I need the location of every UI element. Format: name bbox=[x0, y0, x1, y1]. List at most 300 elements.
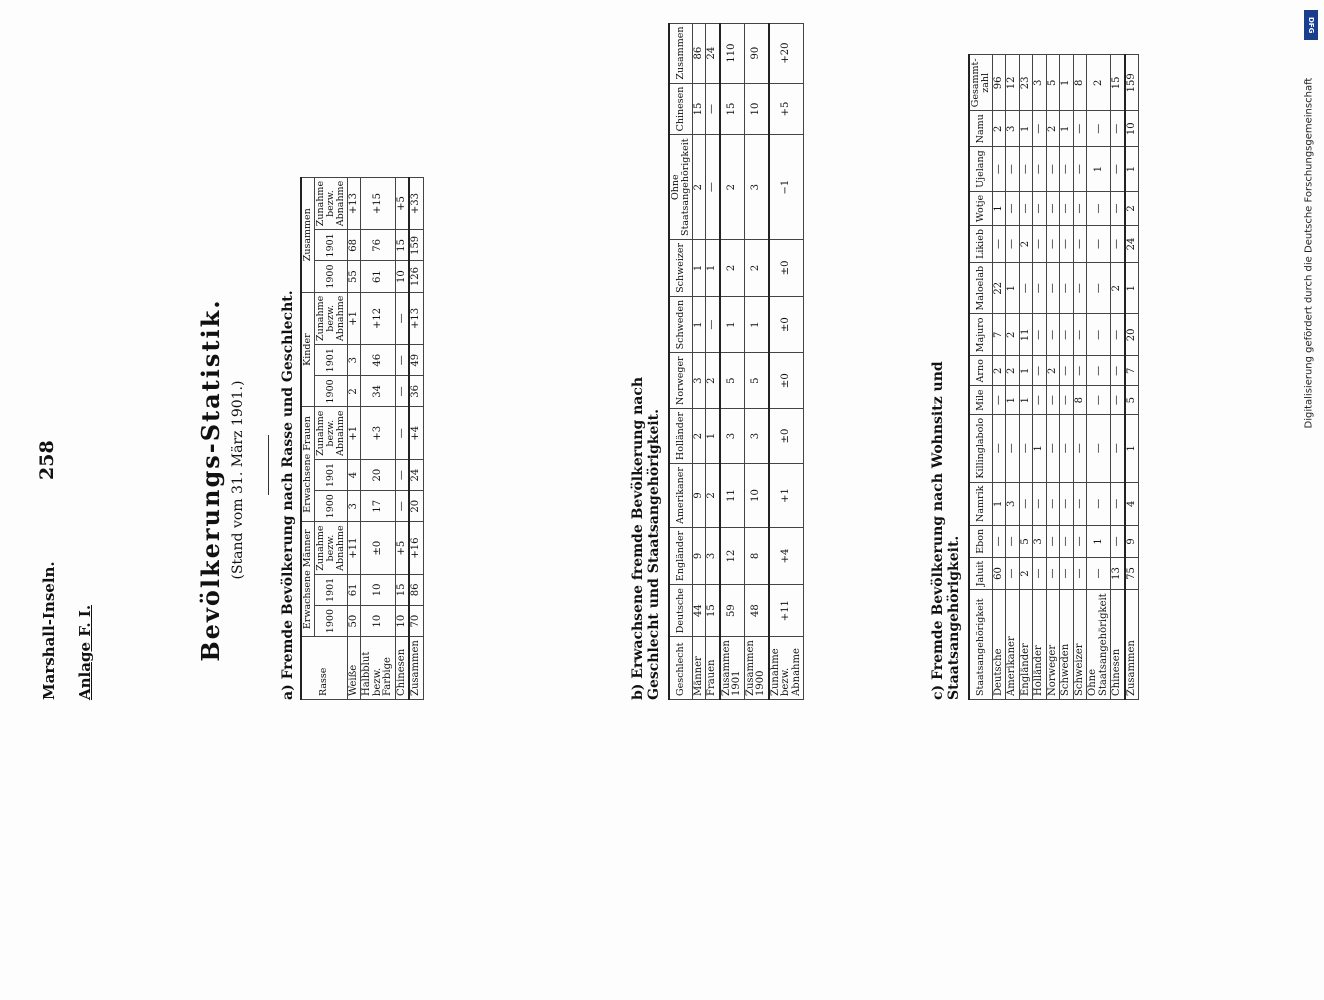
table-cell: — bbox=[395, 345, 409, 376]
table-cell: 44 bbox=[692, 585, 706, 637]
table-cell: 7 bbox=[1125, 356, 1139, 386]
table-cell: −1 bbox=[769, 135, 804, 240]
table-cell: — bbox=[1087, 262, 1111, 314]
table-cell: +11 bbox=[347, 522, 361, 574]
table-cell: 24 bbox=[1125, 226, 1139, 263]
column-header: Amerikaner bbox=[669, 464, 692, 528]
table-row bbox=[692, 23, 706, 699]
table-cell: — bbox=[1073, 557, 1087, 590]
table-cell: 1 bbox=[706, 239, 720, 296]
column-group-header: Kinder bbox=[301, 292, 314, 407]
table-cell: 24 bbox=[706, 23, 720, 83]
table-cell: — bbox=[1060, 226, 1074, 263]
table-cell: — bbox=[1087, 386, 1111, 414]
table-cell: 15 bbox=[706, 585, 720, 637]
table-cell: — bbox=[1111, 111, 1125, 147]
table-row bbox=[1019, 55, 1033, 700]
table-cell: 23 bbox=[1019, 55, 1033, 111]
table-cell: 2 bbox=[706, 464, 720, 528]
row-label: Zunahme bezw. Abnahme bbox=[769, 637, 804, 700]
row-label: Norweger bbox=[1046, 590, 1060, 700]
table-cell: 5 bbox=[1125, 386, 1139, 414]
table-cell: — bbox=[1111, 356, 1125, 386]
column-subheader: 1901 bbox=[314, 574, 347, 605]
table-cell: 15 bbox=[395, 574, 409, 605]
table-cell: 15 bbox=[395, 230, 409, 261]
table-cell: — bbox=[1046, 191, 1060, 225]
column-subheader: Zunahme bezw. Abnahme bbox=[314, 407, 347, 459]
table-cell: 159 bbox=[1125, 55, 1139, 111]
table-cell: 17 bbox=[361, 491, 396, 522]
table-cell: 3 bbox=[706, 527, 720, 584]
table-cell: 10 bbox=[395, 606, 409, 637]
table-cell: 1 bbox=[1033, 414, 1047, 482]
table-cell: 1 bbox=[992, 482, 1006, 525]
table-cell: +1 bbox=[347, 407, 361, 459]
table-cell: — bbox=[1019, 414, 1033, 482]
table-cell: 8 bbox=[744, 527, 769, 584]
row-label: Zusammen bbox=[1125, 590, 1139, 700]
table-cell: — bbox=[395, 376, 409, 407]
table-cell: 2 bbox=[1111, 262, 1125, 314]
table-cell: +3 bbox=[361, 407, 396, 459]
table-cell: 126 bbox=[409, 261, 423, 292]
table-cell: 75 bbox=[1125, 557, 1139, 590]
table-cell: — bbox=[1073, 356, 1087, 386]
table-cell: — bbox=[1019, 191, 1033, 225]
table-cell: +15 bbox=[361, 177, 396, 229]
table-cell: 3 bbox=[720, 408, 745, 463]
table-cell: 159 bbox=[409, 230, 423, 261]
table-cell: 2 bbox=[1019, 226, 1033, 263]
column-header: Mile bbox=[969, 386, 992, 414]
table-cell: 2 bbox=[1006, 356, 1020, 386]
column-header-staatsangehoerigkeit: Staatsangehörigkeit bbox=[969, 590, 992, 700]
table-cell: +20 bbox=[769, 23, 804, 83]
table-cell: — bbox=[1073, 111, 1087, 147]
section-b-title: b) Erwachsene fremde Bevölkerung nach Geschlecht und Staatsangehörigkeit. bbox=[630, 376, 662, 700]
column-header: Wotje bbox=[969, 191, 992, 225]
table-cell: 2 bbox=[1046, 111, 1060, 147]
table-cell: 20 bbox=[409, 491, 423, 522]
table-cell: — bbox=[1087, 414, 1111, 482]
table-cell: 9 bbox=[692, 464, 706, 528]
table-cell: 10 bbox=[744, 464, 769, 528]
column-header: Zusammen bbox=[669, 23, 692, 83]
table-cell: — bbox=[1073, 191, 1087, 225]
table-cell: — bbox=[1019, 262, 1033, 314]
table-cell: +4 bbox=[409, 407, 423, 459]
table-cell: 3 bbox=[744, 135, 769, 240]
table-cell: — bbox=[1073, 525, 1087, 557]
table-row bbox=[1087, 55, 1111, 700]
table-cell: 5 bbox=[720, 353, 745, 409]
table-cell: — bbox=[1006, 226, 1020, 263]
column-header: Maloelab bbox=[969, 262, 992, 314]
table-cell: — bbox=[1033, 226, 1047, 263]
table-cell: 55 bbox=[347, 261, 361, 292]
table-cell: — bbox=[1033, 147, 1047, 191]
table-cell: 12 bbox=[720, 527, 745, 584]
column-subheader: 1901 bbox=[314, 459, 347, 490]
table-cell: — bbox=[1060, 356, 1074, 386]
row-label: Zusammen 1901 bbox=[720, 637, 745, 700]
table-cell: — bbox=[992, 386, 1006, 414]
table-cell: 2 bbox=[1019, 557, 1033, 590]
table-cell: 1 bbox=[1019, 356, 1033, 386]
table-cell: ±0 bbox=[769, 353, 804, 409]
column-header: Ohne Staatsangehörigkeit bbox=[669, 135, 692, 240]
table-cell: 48 bbox=[744, 585, 769, 637]
table-cell: — bbox=[706, 296, 720, 353]
row-label: Zusammen 1900 bbox=[744, 637, 769, 700]
table-cell: 9 bbox=[692, 527, 706, 584]
column-subheader: 1901 bbox=[314, 345, 347, 376]
column-header: Schweden bbox=[669, 296, 692, 353]
row-label: Halbblut bezw. Farbige bbox=[361, 637, 396, 700]
column-header: Chinesen bbox=[669, 83, 692, 135]
table-cell: 3 bbox=[347, 491, 361, 522]
table-cell: 2 bbox=[720, 239, 745, 296]
column-header: Jaluit bbox=[969, 557, 992, 590]
table-row bbox=[1033, 55, 1047, 700]
table-cell: — bbox=[1060, 482, 1074, 525]
column-header-geschlecht: Geschlecht bbox=[669, 637, 692, 700]
table-row bbox=[1046, 55, 1060, 700]
row-label: Chinesen bbox=[395, 637, 409, 700]
table-race-sex bbox=[300, 177, 424, 700]
table-cell: 2 bbox=[692, 135, 706, 240]
table-cell: 1 bbox=[1019, 386, 1033, 414]
table-cell: 2 bbox=[744, 239, 769, 296]
table-cell: — bbox=[1046, 386, 1060, 414]
table-cell: — bbox=[1046, 482, 1060, 525]
dfg-logo: DFG bbox=[1304, 10, 1318, 40]
column-header: Gesammt-zahl bbox=[969, 55, 992, 111]
page-title: Bevölkerungs-Statistik. bbox=[196, 298, 225, 662]
column-header: Deutsche bbox=[669, 585, 692, 637]
table-cell: +5 bbox=[395, 177, 409, 229]
table-cell: 76 bbox=[361, 230, 396, 261]
table-cell: 22 bbox=[992, 262, 1006, 314]
table-cell: — bbox=[1060, 147, 1074, 191]
column-subheader: 1900 bbox=[314, 376, 347, 407]
table-cell: 15 bbox=[692, 83, 706, 135]
table-cell: 3 bbox=[1033, 55, 1047, 111]
table-cell: — bbox=[1060, 262, 1074, 314]
table-cell: — bbox=[992, 147, 1006, 191]
table-cell: 1 bbox=[744, 296, 769, 353]
table-cell: 90 bbox=[744, 23, 769, 83]
column-header: Namu bbox=[969, 111, 992, 147]
page-subtitle: (Stand vom 31. März 1901.) bbox=[230, 380, 246, 580]
table-cell: 96 bbox=[992, 55, 1006, 111]
table-cell: — bbox=[1019, 482, 1033, 525]
table-cell: — bbox=[1006, 525, 1020, 557]
table-cell: — bbox=[1006, 147, 1020, 191]
table-cell: — bbox=[1087, 314, 1111, 356]
row-label: Schweizer bbox=[1073, 590, 1087, 700]
table-cell: 20 bbox=[361, 459, 396, 490]
table-cell: — bbox=[1060, 191, 1074, 225]
table-cell: 61 bbox=[347, 574, 361, 605]
table-cell: 2 bbox=[1125, 191, 1139, 225]
table-cell: 11 bbox=[720, 464, 745, 528]
table-cell: 59 bbox=[720, 585, 745, 637]
table-row bbox=[409, 177, 423, 699]
table-cell: 1 bbox=[1125, 414, 1139, 482]
table-cell: 10 bbox=[395, 261, 409, 292]
table-cell: 2 bbox=[1046, 356, 1060, 386]
table-cell: — bbox=[1111, 147, 1125, 191]
table-cell: 1 bbox=[692, 239, 706, 296]
table-cell: 5 bbox=[1046, 55, 1060, 111]
table-row bbox=[992, 55, 1006, 700]
table-cell: — bbox=[1087, 482, 1111, 525]
table-cell: 1 bbox=[992, 191, 1006, 225]
table-cell: — bbox=[1111, 191, 1125, 225]
table-cell: 13 bbox=[1111, 557, 1125, 590]
running-header: Marshall-Inseln. bbox=[40, 561, 58, 700]
table-row bbox=[1006, 55, 1020, 700]
column-subheader: 1900 bbox=[314, 606, 347, 637]
table-cell: — bbox=[1060, 314, 1074, 356]
table-cell: 61 bbox=[361, 261, 396, 292]
column-subheader: 1900 bbox=[314, 261, 347, 292]
table-cell: — bbox=[1033, 262, 1047, 314]
table-cell: — bbox=[1073, 414, 1087, 482]
table-cell: — bbox=[1073, 226, 1087, 263]
table-cell: 5 bbox=[1019, 525, 1033, 557]
table-cell: — bbox=[1006, 191, 1020, 225]
column-header: Ujelang bbox=[969, 147, 992, 191]
section-c-title: c) Fremde Bevölkerung nach Wohnsitz und Staatsangehörigkeit. bbox=[930, 361, 962, 700]
table-cell: 10 bbox=[1125, 111, 1139, 147]
table-cell: 1 bbox=[720, 296, 745, 353]
table-cell: 1 bbox=[1006, 262, 1020, 314]
table-cell: 110 bbox=[720, 23, 745, 83]
table-cell: +5 bbox=[769, 83, 804, 135]
table-cell: 10 bbox=[361, 606, 396, 637]
table-cell: +13 bbox=[409, 292, 423, 344]
table-cell: — bbox=[1087, 226, 1111, 263]
row-label: Ohne Staatsangehörigkeit bbox=[1087, 590, 1111, 700]
table-cell: — bbox=[1046, 147, 1060, 191]
table-cell: 1 bbox=[1060, 111, 1074, 147]
table-cell: — bbox=[1111, 525, 1125, 557]
dfg-watermark-text: Digitalisierung gefördert durch die Deutsche Forschungsgemeinschaft bbox=[1303, 77, 1315, 429]
column-header-rasse: Rasse bbox=[301, 637, 347, 700]
table-cell: 36 bbox=[409, 376, 423, 407]
table-cell: — bbox=[706, 83, 720, 135]
table-cell: 2 bbox=[992, 356, 1006, 386]
table-cell: 1 bbox=[706, 408, 720, 463]
table-cell: — bbox=[1111, 414, 1125, 482]
table-cell: +4 bbox=[769, 527, 804, 584]
table-cell: ±0 bbox=[769, 296, 804, 353]
table-cell: 2 bbox=[992, 111, 1006, 147]
table-cell: 1 bbox=[1125, 262, 1139, 314]
table-cell: +16 bbox=[409, 522, 423, 574]
table-cell: 1 bbox=[1060, 55, 1074, 111]
table-cell: 2 bbox=[706, 353, 720, 409]
section-a-title: a) Fremde Bevölkerung nach Rasse und Geschlecht. bbox=[280, 290, 296, 700]
table-cell: 1 bbox=[692, 296, 706, 353]
table-cell: 2 bbox=[720, 135, 745, 240]
table-cell: — bbox=[1087, 111, 1111, 147]
table-cell: 1 bbox=[1125, 147, 1139, 191]
table-cell: +1 bbox=[347, 292, 361, 344]
table-cell: 1 bbox=[1087, 147, 1111, 191]
table-cell: — bbox=[395, 459, 409, 490]
table-cell: 86 bbox=[409, 574, 423, 605]
table-row bbox=[1060, 55, 1074, 700]
table-cell: 7 bbox=[992, 314, 1006, 356]
column-header: Arno bbox=[969, 356, 992, 386]
column-header: Namrik bbox=[969, 482, 992, 525]
table-row bbox=[347, 177, 361, 699]
table-nationality-sex bbox=[668, 23, 804, 700]
table-cell: — bbox=[1087, 557, 1111, 590]
table-cell: — bbox=[1073, 262, 1087, 314]
table-cell: — bbox=[992, 414, 1006, 482]
column-subheader: Zunahme bezw. Abnahme bbox=[314, 177, 347, 229]
table-row bbox=[1111, 55, 1125, 700]
table-row bbox=[744, 23, 769, 699]
table-cell: 3 bbox=[1006, 482, 1020, 525]
row-label: Holländer bbox=[1033, 590, 1047, 700]
table-cell: 60 bbox=[992, 557, 1006, 590]
row-label: Engländer bbox=[1019, 590, 1033, 700]
column-subheader: Zunahme bezw. Abnahme bbox=[314, 292, 347, 344]
column-group-header: Zusammen bbox=[301, 177, 314, 292]
row-label: Schweden bbox=[1060, 590, 1074, 700]
table-cell: 3 bbox=[1033, 525, 1047, 557]
table-cell: 1 bbox=[1019, 111, 1033, 147]
table-cell: 12 bbox=[1006, 55, 1020, 111]
column-subheader: Zunahme bezw. Abnahme bbox=[314, 522, 347, 574]
table-cell: 11 bbox=[1019, 314, 1033, 356]
table-cell: — bbox=[1033, 191, 1047, 225]
column-header: Engländer bbox=[669, 527, 692, 584]
table-cell: — bbox=[1006, 414, 1020, 482]
table-cell: — bbox=[1073, 147, 1087, 191]
table-cell: 70 bbox=[409, 606, 423, 637]
table-cell: — bbox=[395, 292, 409, 344]
table-cell: 2 bbox=[347, 376, 361, 407]
table-cell: — bbox=[1046, 314, 1060, 356]
table-cell: 1 bbox=[1006, 386, 1020, 414]
column-subheader: 1901 bbox=[314, 230, 347, 261]
table-cell: — bbox=[992, 226, 1006, 263]
table-cell: — bbox=[1033, 111, 1047, 147]
column-header: Norweger bbox=[669, 353, 692, 409]
table-cell: +13 bbox=[347, 177, 361, 229]
appendix-label: Anlage F. I. bbox=[76, 604, 94, 700]
table-cell: — bbox=[1033, 386, 1047, 414]
table-cell: 3 bbox=[1006, 111, 1020, 147]
table-cell: +5 bbox=[395, 522, 409, 574]
table-cell: 15 bbox=[720, 83, 745, 135]
table-cell: +1 bbox=[769, 464, 804, 528]
column-group-header: Erwachsene Männer bbox=[301, 522, 314, 637]
column-subheader: 1900 bbox=[314, 491, 347, 522]
table-cell: 2 bbox=[1006, 314, 1020, 356]
table-cell: 46 bbox=[361, 345, 396, 376]
table-cell: — bbox=[1060, 414, 1074, 482]
table-cell: 9 bbox=[1125, 525, 1139, 557]
table-cell: — bbox=[1006, 557, 1020, 590]
table-cell: 68 bbox=[347, 230, 361, 261]
table-cell: 24 bbox=[409, 459, 423, 490]
column-group-header: Erwachsene Frauen bbox=[301, 407, 314, 522]
table-row bbox=[706, 23, 720, 699]
row-label: Amerikaner bbox=[1006, 590, 1020, 700]
table-cell: — bbox=[1046, 414, 1060, 482]
table-row bbox=[769, 23, 804, 699]
table-cell: 2 bbox=[692, 408, 706, 463]
column-header: Holländer bbox=[669, 408, 692, 463]
table-cell: — bbox=[1019, 147, 1033, 191]
table-cell: — bbox=[395, 491, 409, 522]
divider bbox=[268, 435, 269, 495]
table-cell: — bbox=[395, 407, 409, 459]
table-cell: — bbox=[1033, 356, 1047, 386]
table-cell: 1 bbox=[1087, 525, 1111, 557]
table-cell: 3 bbox=[347, 345, 361, 376]
table-cell: — bbox=[1046, 262, 1060, 314]
table-row bbox=[720, 23, 745, 699]
row-label: Männer bbox=[692, 637, 706, 700]
table-cell: — bbox=[1060, 557, 1074, 590]
table-cell: 4 bbox=[1125, 482, 1139, 525]
table-cell: — bbox=[1111, 482, 1125, 525]
table-cell: 8 bbox=[1073, 55, 1087, 111]
table-cell: — bbox=[1087, 191, 1111, 225]
table-cell: — bbox=[1046, 226, 1060, 263]
table-cell: — bbox=[706, 135, 720, 240]
table-cell: 10 bbox=[361, 574, 396, 605]
table-cell: — bbox=[1060, 525, 1074, 557]
table-cell: — bbox=[1060, 386, 1074, 414]
row-label: Zusammen bbox=[409, 637, 423, 700]
table-cell: ±0 bbox=[769, 239, 804, 296]
table-cell: — bbox=[1073, 314, 1087, 356]
table-cell: +12 bbox=[361, 292, 396, 344]
row-label: Deutsche bbox=[992, 590, 1006, 700]
table-cell: 49 bbox=[409, 345, 423, 376]
table-cell: — bbox=[1111, 314, 1125, 356]
table-cell: — bbox=[992, 525, 1006, 557]
column-header: Schweizer bbox=[669, 239, 692, 296]
table-cell: 3 bbox=[744, 408, 769, 463]
table-row bbox=[395, 177, 409, 699]
table-residence-nationality bbox=[968, 54, 1139, 700]
table-cell: +33 bbox=[409, 177, 423, 229]
row-label: Frauen bbox=[706, 637, 720, 700]
table-cell: 2 bbox=[1087, 55, 1111, 111]
table-cell: 34 bbox=[361, 376, 396, 407]
table-cell: 15 bbox=[1111, 55, 1125, 111]
row-label: Weiße bbox=[347, 637, 361, 700]
table-cell: 20 bbox=[1125, 314, 1139, 356]
table-cell: 8 bbox=[1073, 386, 1087, 414]
table-cell: — bbox=[1087, 356, 1111, 386]
table-cell: — bbox=[1033, 557, 1047, 590]
page-number: 258 bbox=[36, 440, 58, 480]
table-cell: — bbox=[1111, 226, 1125, 263]
table-cell: — bbox=[1033, 482, 1047, 525]
